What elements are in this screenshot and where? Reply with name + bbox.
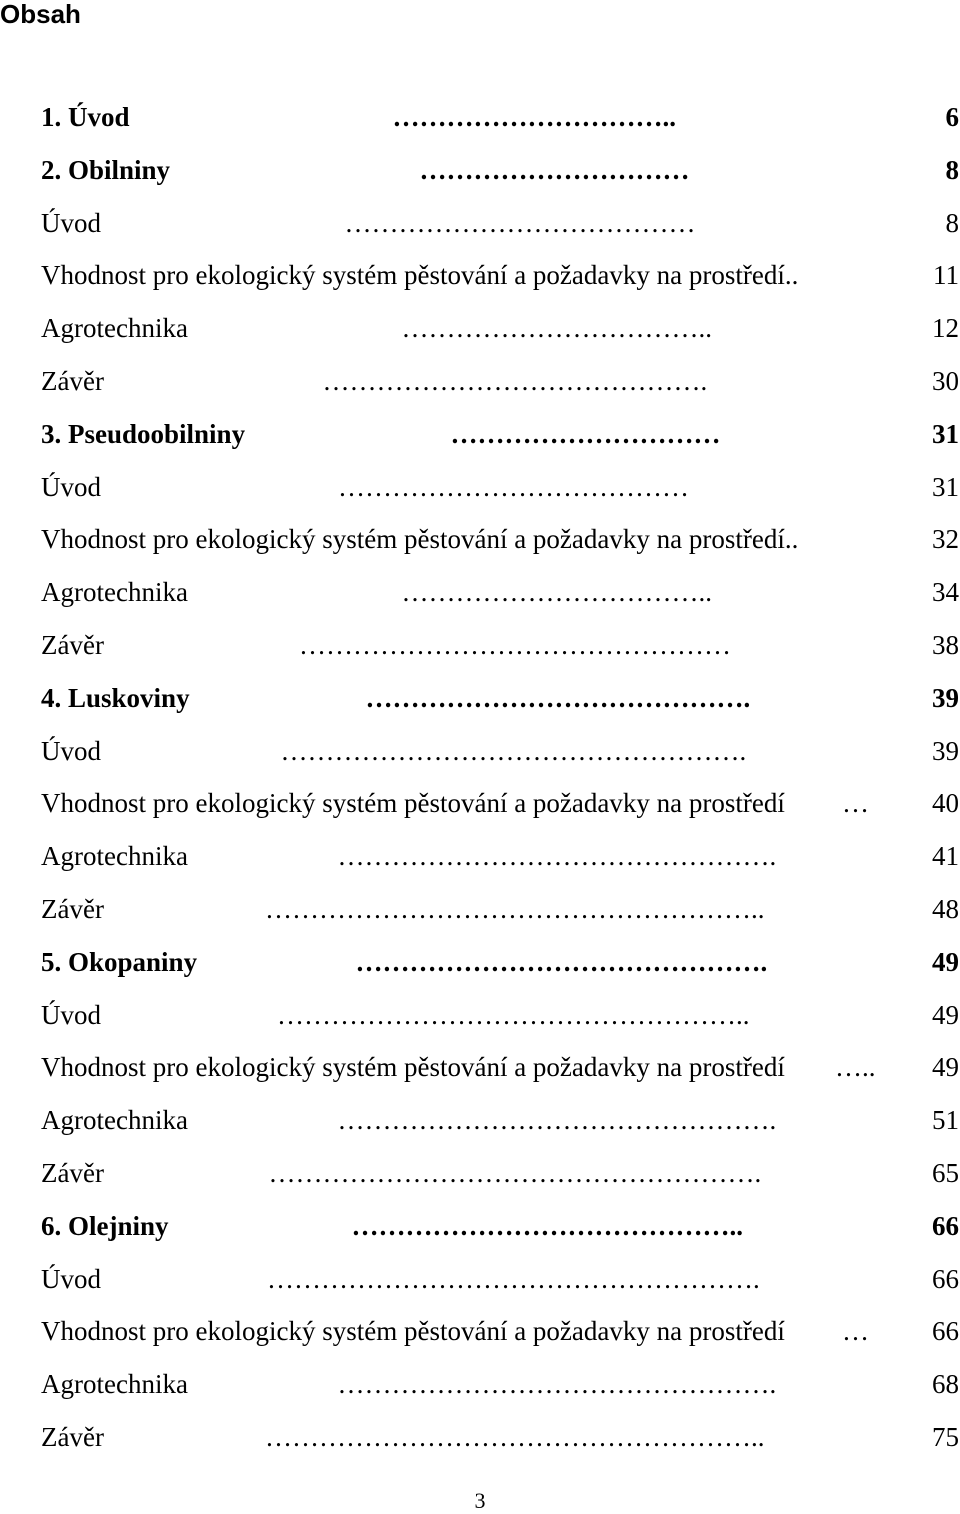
toc-entry-page-number: 49: [932, 1052, 959, 1083]
toc-section-entry[interactable]: [41, 355, 959, 408]
toc-entry-title: Vhodnost pro ekologický systém pěstování a požadavky na prostředí: [41, 1316, 785, 1347]
toc-section-entry[interactable]: [41, 1358, 959, 1411]
toc-entry-title: Vhodnost pro ekologický systém pěstování a požadavky na prostředí..: [41, 260, 799, 291]
toc-entry-page-number: 6: [945, 102, 959, 132]
toc-entry-leader: ………………………………………….: [337, 1105, 777, 1136]
toc-entry-title: Agrotechnika: [41, 313, 188, 344]
toc-entry-leader: ………………………………………………..: [265, 1421, 765, 1452]
toc-section-entry[interactable]: [41, 1147, 959, 1200]
toc-entry-title: 4. Luskoviny: [41, 682, 190, 713]
toc-entry-leader: …………………………………: [338, 471, 689, 502]
toc-section-entry[interactable]: [41, 725, 959, 778]
toc-entry-title: Agrotechnika: [41, 841, 188, 872]
toc-entry-page-number: 49: [932, 999, 959, 1030]
toc-entry-leader: ………………………………………………..: [265, 893, 765, 924]
toc-entry-title: Úvod: [41, 207, 101, 238]
toc-entry-page-number: 49: [932, 946, 959, 977]
toc-section-entry[interactable]: [41, 513, 959, 566]
toc-entry-title: Úvod: [41, 471, 101, 502]
toc-entry-title: Vhodnost pro ekologický systém pěstování a požadavky na prostředí: [41, 1052, 785, 1083]
table-of-contents: [41, 91, 959, 1464]
toc-entry-page-number: 8: [945, 207, 959, 238]
toc-section-entry[interactable]: [41, 883, 959, 936]
toc-entry-leader: …………………………………….: [322, 365, 708, 396]
toc-section-entry[interactable]: [41, 1253, 959, 1306]
toc-entry-page-number: 39: [932, 682, 959, 713]
toc-entry-title: 2. Obilniny: [41, 154, 171, 185]
toc-chapter-entry[interactable]: [41, 144, 959, 197]
toc-entry-page-number: 8: [945, 154, 959, 185]
toc-entry-page-number: 39: [932, 735, 959, 766]
toc-entry-leader: ……………………………………………..: [277, 999, 750, 1030]
toc-entry-title: Závěr: [41, 629, 104, 660]
page-number: 3: [474, 1488, 486, 1513]
toc-entry-page-number: 75: [932, 1421, 959, 1452]
toc-entry-page-number: 40: [932, 788, 959, 819]
toc-entry-leader: …………………………………: [344, 207, 696, 238]
toc-entry-page-number: 65: [932, 1157, 959, 1188]
toc-entry-page-number: 68: [932, 1369, 959, 1400]
toc-entry-leader: …………………………………………: [299, 629, 731, 660]
toc-entry-leader: ……………………………………………….: [267, 1263, 760, 1294]
toc-entry-title: Závěr: [41, 1157, 104, 1188]
toc-entry-leader: ……………………………………………….: [268, 1157, 762, 1188]
toc-entry-title: 5. Okopaniny: [41, 946, 198, 977]
toc-entry-page-number: 30: [932, 365, 959, 396]
toc-entry-title: Úvod: [41, 999, 101, 1030]
toc-chapter-entry[interactable]: [41, 1200, 959, 1253]
toc-section-entry[interactable]: [41, 1041, 959, 1094]
toc-section-entry[interactable]: [41, 1094, 959, 1147]
toc-entry-title: Závěr: [41, 893, 104, 924]
toc-entry-page-number: 41: [932, 841, 959, 872]
toc-section-entry[interactable]: [41, 197, 959, 250]
toc-entry-leader: ……………………………………….: [355, 946, 768, 977]
toc-entry-leader: ………………………………………….: [337, 1369, 777, 1400]
toc-entry-page-number: 31: [932, 418, 959, 449]
toc-entry-leader: ……………………………..: [401, 313, 712, 344]
toc-section-entry[interactable]: [41, 1305, 959, 1358]
toc-entry-leader: …………………………………………….: [280, 735, 747, 766]
toc-chapter-entry[interactable]: [41, 672, 959, 725]
toc-section-entry[interactable]: [41, 619, 959, 672]
toc-entry-title: Úvod: [41, 735, 101, 766]
toc-entry-title: Závěr: [41, 365, 104, 396]
toc-entry-title: Vhodnost pro ekologický systém pěstování a požadavky na prostředí..: [41, 524, 799, 555]
toc-entry-title: Závěr: [41, 1421, 104, 1452]
toc-section-entry[interactable]: [41, 249, 959, 302]
toc-entry-leader: …………………………..: [392, 102, 676, 132]
toc-chapter-entry[interactable]: [41, 91, 959, 144]
toc-section-entry[interactable]: [41, 830, 959, 883]
toc-entry-page-number: 11: [933, 260, 959, 291]
toc-entry-leader: …: [842, 1316, 869, 1347]
page-title: Obsah: [0, 0, 81, 29]
toc-entry-leader: …: [842, 788, 869, 819]
toc-section-entry[interactable]: [41, 566, 959, 619]
toc-entry-title: Úvod: [41, 1263, 101, 1294]
toc-entry-leader: …..: [835, 1052, 876, 1083]
toc-entry-title: Agrotechnika: [41, 1369, 188, 1400]
toc-entry-title: 1. Úvod: [41, 102, 130, 132]
toc-entry-leader: ……………………………………..: [351, 1210, 743, 1241]
toc-entry-title: 6. Olejniny: [41, 1210, 169, 1241]
toc-entry-page-number: 31: [932, 471, 959, 502]
toc-entry-title: Agrotechnika: [41, 577, 188, 608]
toc-entry-leader: ……………………………..: [401, 577, 712, 608]
toc-entry-page-number: 32: [932, 524, 959, 555]
toc-entry-page-number: 34: [932, 577, 959, 608]
toc-entry-page-number: 66: [932, 1210, 959, 1241]
toc-section-entry[interactable]: [41, 461, 959, 514]
toc-entry-leader: …………………………: [450, 418, 721, 449]
toc-entry-page-number: 38: [932, 629, 959, 660]
toc-entry-title: Vhodnost pro ekologický systém pěstování a požadavky na prostředí: [41, 788, 785, 819]
toc-entry-page-number: 66: [932, 1316, 959, 1347]
toc-section-entry[interactable]: [41, 1411, 959, 1464]
toc-entry-page-number: 51: [932, 1105, 959, 1136]
toc-section-entry[interactable]: [41, 777, 959, 830]
toc-entry-title: 3. Pseudoobilniny: [41, 418, 246, 449]
toc-chapter-entry[interactable]: [41, 936, 959, 989]
toc-entry-page-number: 12: [932, 313, 959, 344]
toc-entry-page-number: 48: [932, 893, 959, 924]
toc-entry-leader: …………………………: [419, 154, 690, 185]
toc-entry-leader: ………………………………………….: [337, 841, 777, 872]
toc-section-entry[interactable]: [41, 302, 959, 355]
toc-entry-title: Agrotechnika: [41, 1105, 188, 1136]
toc-chapter-entry[interactable]: [41, 408, 959, 461]
toc-entry-leader: …………………………………….: [365, 682, 751, 713]
toc-section-entry[interactable]: [41, 989, 959, 1042]
toc-entry-page-number: 66: [932, 1263, 959, 1294]
